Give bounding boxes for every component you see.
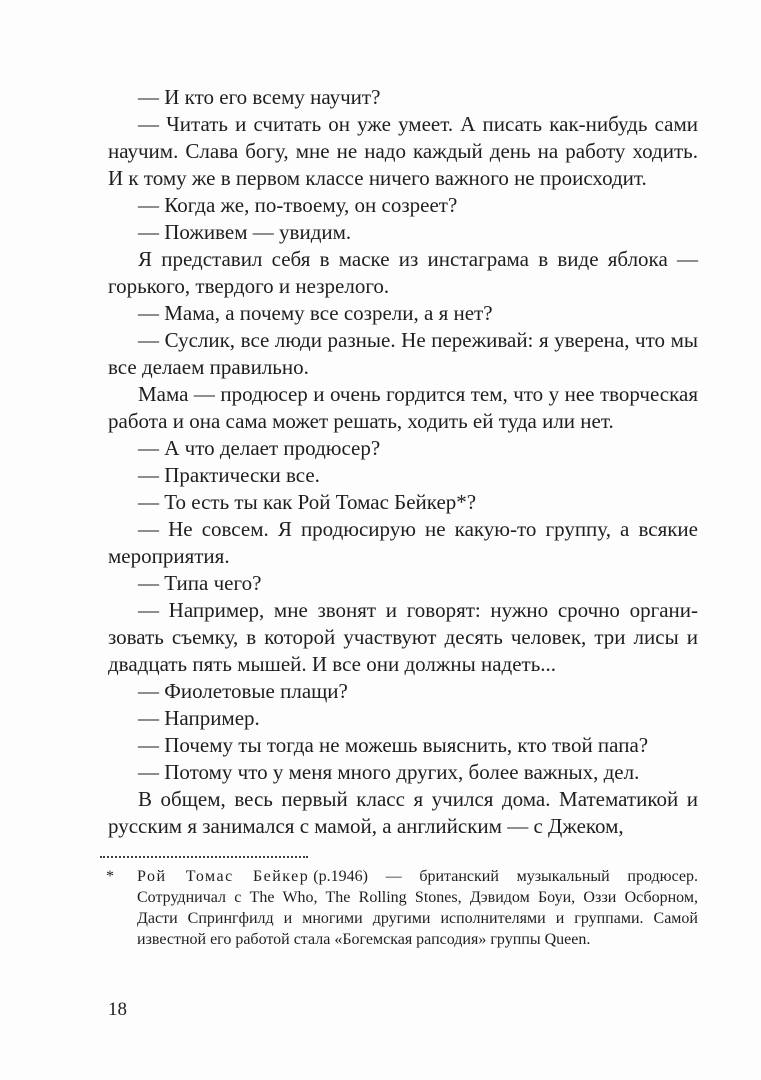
paragraph: — Типа чего? — [138, 571, 262, 595]
paragraph: Мама — продюсер и очень гордится тем, что у нее творческая работа и она сама может решать, ходить ей туда или нет. — [108, 382, 698, 433]
footnote — [106, 866, 698, 950]
paragraph: — Например. — [138, 706, 260, 730]
paragraph: — Суслик, все люди разные. Не переживай: я уверена, что мы все делаем правильно. — [108, 328, 698, 379]
paragraph: — Почему ты тогда не можешь выяснить, кто твой папа? — [138, 733, 649, 757]
paragraph: — Читать и считать он уже умеет. А писать как-нибудь сами научим. Слава богу, мне не надо каждый день на работу ходить. И к тому же в первом классе ничего важного не происходит. — [108, 112, 698, 190]
paragraph: — Не совсем. Я продюсирую не какую-то группу, а всякие мероприятия. — [108, 517, 698, 568]
paragraph: — То есть ты как Рой Томас Бейкер*? — [138, 490, 477, 514]
footnote-separator — [100, 856, 308, 858]
paragraph: — Например, мне звонят и говорят: нужно срочно организовать съемку, в которой участвуют десять человек, три лисы и двадцать пять мышей. И все они должны надеть... — [108, 598, 698, 676]
paragraph: В общем, весь первый класс я учился дома. Математикой и русским я занимался с мамой, а английским — с Джеком, — [108, 787, 698, 838]
paragraph: — Фиолетовые плащи? — [138, 679, 348, 703]
footnote-text — [137, 866, 698, 950]
footnote-definition: (р.1946) — британский музыкальный продюсер. Сотрудничал с The Who, The Rolling Stones, Дэвидом Боуи, Оззи Осборном, Дасти Спрингфилд и многими другими исполнителями и группами. Самой известной его работой стала «Богемская рапсодия» группы Queen. — [137, 868, 699, 948]
paragraph: — Потому что у меня много других, более важных, дел. — [138, 760, 640, 784]
main-text — [108, 84, 698, 840]
paragraph: — А что делает продюсер? — [138, 436, 381, 460]
paragraph: Я представил себя в маске из инстаграма в виде яблока — горького, твердого и незрелого. — [108, 247, 698, 298]
paragraph: — Поживем — увидим. — [138, 220, 352, 244]
paragraph: — Когда же, по-твоему, он созреет? — [138, 193, 458, 217]
paragraph: — Мама, а почему все созрели, а я нет? — [138, 301, 493, 325]
paragraph: — И кто его всему научит? — [138, 85, 381, 109]
footnote-term: Рой Томас Бейкер — [137, 868, 310, 885]
paragraph: — Практически все. — [138, 463, 320, 487]
page-number: 18 — [108, 999, 127, 1020]
footnote-marker: * — [106, 868, 114, 885]
